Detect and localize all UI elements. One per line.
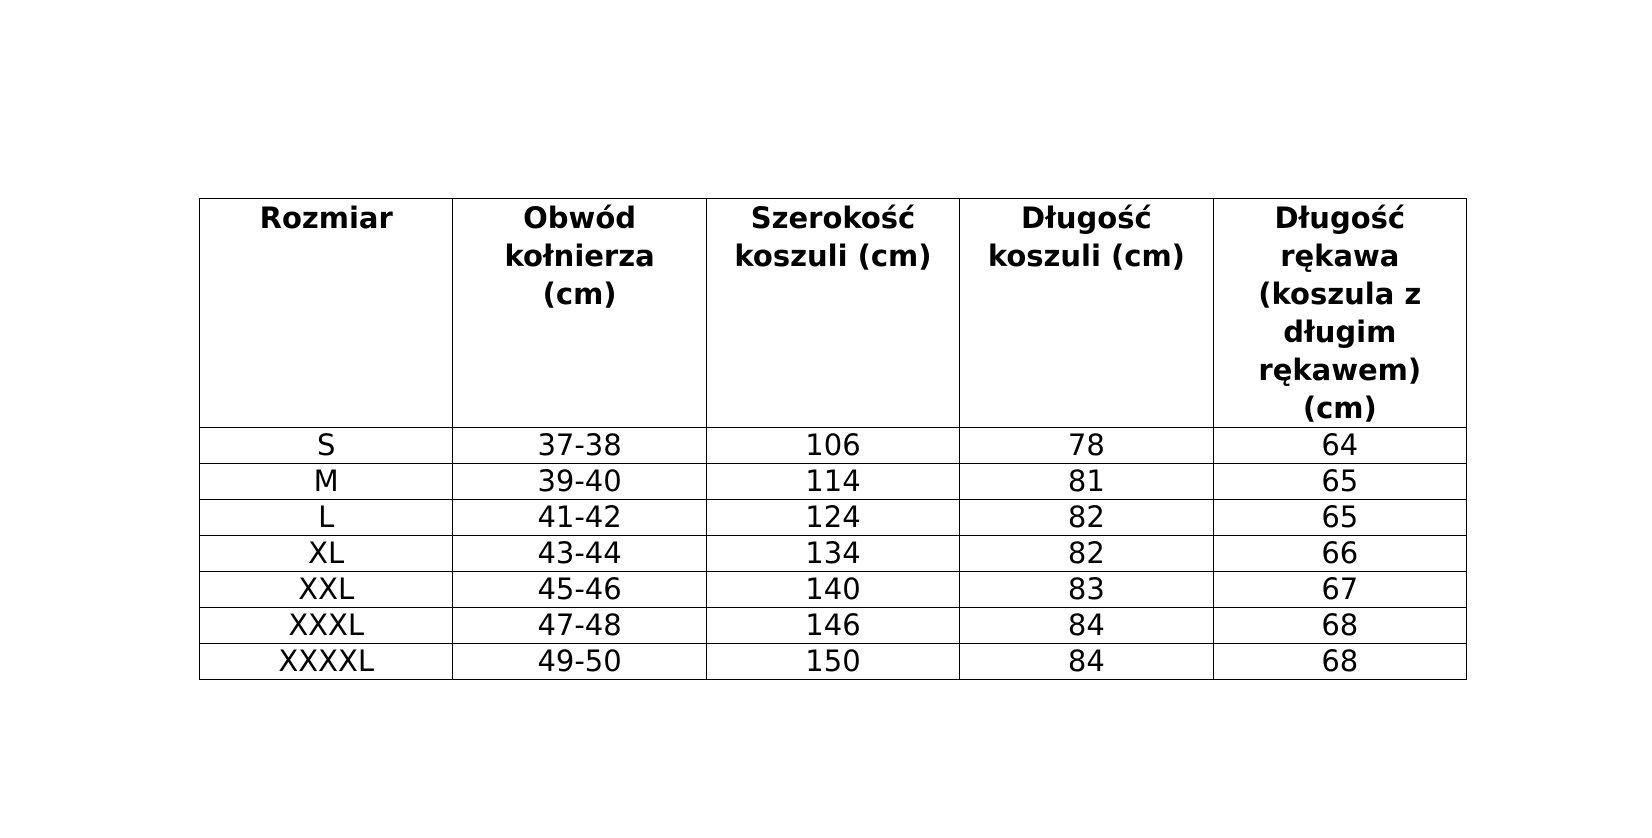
cell-width: 146: [706, 608, 959, 644]
cell-sleeve: 68: [1213, 644, 1466, 680]
cell-length: 84: [960, 608, 1213, 644]
cell-collar: 49-50: [453, 644, 706, 680]
table-row: [200, 572, 1467, 608]
cell-size: M: [200, 464, 453, 500]
cell-length: 83: [960, 572, 1213, 608]
cell-width: 134: [706, 536, 959, 572]
table-row: [200, 608, 1467, 644]
header-sleeve-length: Długość rękawa (koszula z długim rękawem) (cm): [1213, 199, 1466, 428]
cell-size: L: [200, 500, 453, 536]
cell-sleeve: 68: [1213, 608, 1466, 644]
cell-width: 140: [706, 572, 959, 608]
cell-width: 114: [706, 464, 959, 500]
cell-size: XXL: [200, 572, 453, 608]
cell-collar: 37-38: [453, 428, 706, 464]
cell-collar: 45-46: [453, 572, 706, 608]
header-size: Rozmiar: [200, 199, 453, 428]
cell-sleeve: 65: [1213, 500, 1466, 536]
cell-width: 106: [706, 428, 959, 464]
table-row: [200, 644, 1467, 680]
cell-sleeve: 66: [1213, 536, 1466, 572]
cell-collar: 41-42: [453, 500, 706, 536]
cell-size: XL: [200, 536, 453, 572]
header-shirt-length: Długość koszuli (cm): [960, 199, 1213, 428]
cell-collar: 39-40: [453, 464, 706, 500]
cell-length: 81: [960, 464, 1213, 500]
header-collar-circumference: Obwód kołnierza (cm): [453, 199, 706, 428]
cell-length: 84: [960, 644, 1213, 680]
table-header-row: [200, 199, 1467, 428]
cell-size: S: [200, 428, 453, 464]
cell-sleeve: 64: [1213, 428, 1466, 464]
header-shirt-width: Szerokość koszuli (cm): [706, 199, 959, 428]
size-chart-table: [199, 198, 1467, 680]
cell-sleeve: 65: [1213, 464, 1466, 500]
cell-length: 78: [960, 428, 1213, 464]
cell-size: XXXL: [200, 608, 453, 644]
cell-size: XXXXL: [200, 644, 453, 680]
table-row: [200, 500, 1467, 536]
table-row: [200, 464, 1467, 500]
table-row: [200, 536, 1467, 572]
cell-collar: 47-48: [453, 608, 706, 644]
cell-length: 82: [960, 536, 1213, 572]
table-row: [200, 428, 1467, 464]
cell-collar: 43-44: [453, 536, 706, 572]
cell-length: 82: [960, 500, 1213, 536]
cell-width: 124: [706, 500, 959, 536]
cell-sleeve: 67: [1213, 572, 1466, 608]
cell-width: 150: [706, 644, 959, 680]
